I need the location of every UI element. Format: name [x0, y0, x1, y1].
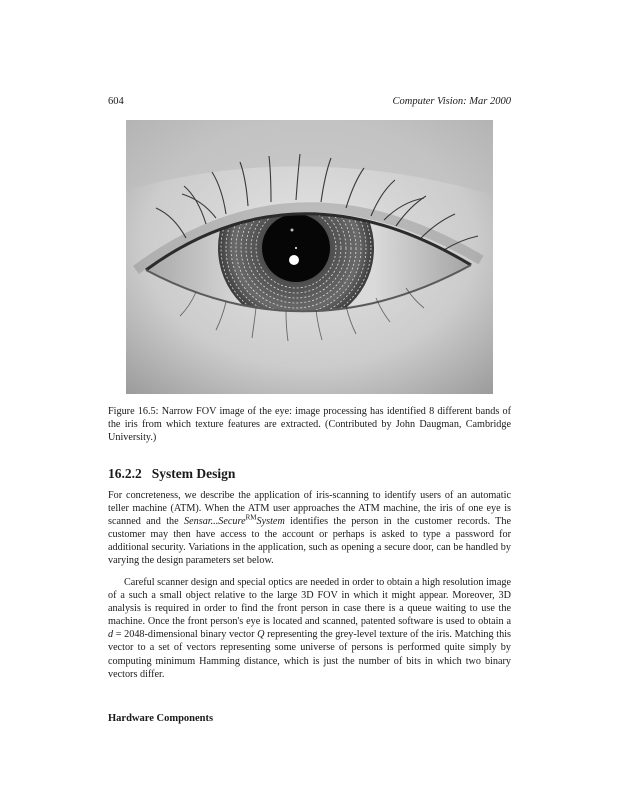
product-superscript: RM — [245, 513, 257, 522]
paragraph-2 — [108, 576, 511, 681]
running-head: Computer Vision: Mar 2000 — [392, 96, 511, 107]
eye-photo-illustration — [126, 120, 493, 394]
paragraph-2-equation: = 2048-dimensional binary vector — [113, 629, 258, 641]
variable-q: Q — [257, 629, 265, 641]
variable-d: d — [108, 629, 114, 641]
subsection-heading: Hardware Components — [108, 713, 214, 724]
product-name-b: System — [256, 516, 285, 528]
paragraph-1-part-2: identifies the person in the customer records. The customer may then have access to the account or perhaps is asked to type a password for additional security. Variations in the application, such as opening a secure door, can be handled by varying the design parameters set below. — [108, 516, 511, 567]
figure-label: Figure 16.5: — [108, 406, 159, 417]
product-name-a: Sensar...Secure — [184, 516, 246, 528]
page-header — [108, 96, 511, 112]
paragraph-1 — [108, 489, 511, 568]
paragraph-2-part-2: representing the grey-level texture of the iris. Matching this vector to a set of vectors representing some universe of persons is performed quite simply by computing minimum Hamming distance, which is just the number of bits in which two binary vectors differ. — [108, 629, 511, 680]
page-number: 604 — [108, 96, 124, 107]
section-heading — [108, 466, 511, 482]
paragraph-2-part-1: Careful scanner design and special optics are needed in order to obtain a high resolution image of a such a small object relative to the large 3D FOV in which it might appear. Moreover, 3D analysis is required in order to find the front person in case there is a queue waiting to use the machine. Once the front person's eye is located and scanned, patented software is used to obtain a — [108, 577, 511, 628]
paragraph-1-part-1: For concreteness, we describe the application of iris-scanning to identify users of an automatic teller machine (ATM). When the ATM user approaches the ATM machine, the iris of one eye is scanned and the — [108, 490, 511, 528]
section-number: 16.2.2 — [108, 466, 142, 481]
figure-caption — [108, 405, 511, 444]
eye-figure — [126, 120, 493, 394]
section-title: System Design — [151, 466, 236, 481]
caption-text: Narrow FOV image of the eye: image processing has identified 8 different bands of the iris from which texture features are extracted. (Contributed by John Daugman, Cambridge University.) — [108, 406, 512, 443]
